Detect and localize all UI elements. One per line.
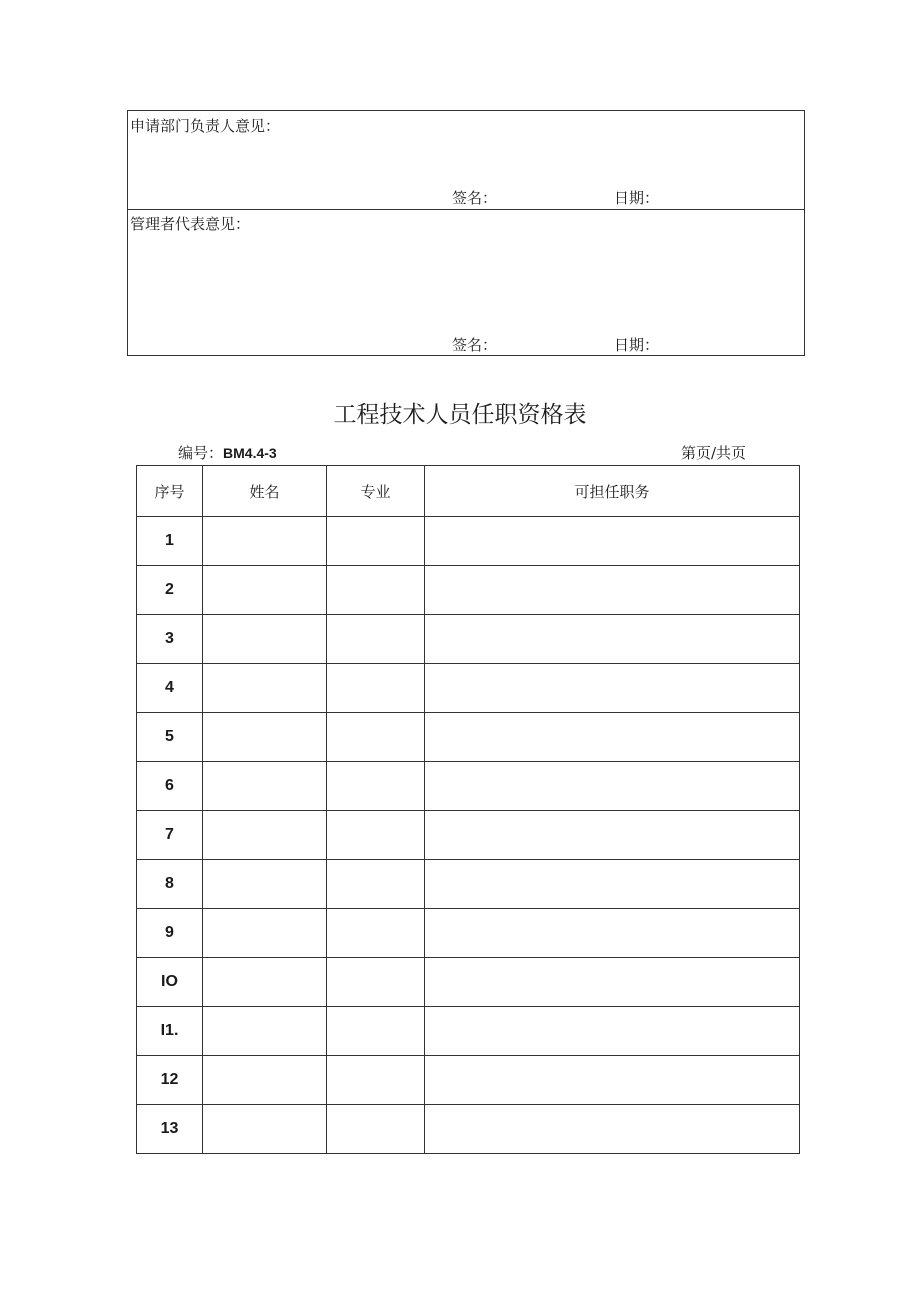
- major-cell[interactable]: [327, 762, 425, 811]
- name-cell[interactable]: [203, 1056, 327, 1105]
- table-row: [137, 762, 800, 811]
- name-cell[interactable]: [203, 909, 327, 958]
- position-cell[interactable]: [425, 517, 800, 566]
- form-title: 工程技术人员任职资格表: [333, 402, 587, 428]
- position-cell[interactable]: [425, 1007, 800, 1056]
- seq-cell: 4: [137, 664, 203, 713]
- major-cell[interactable]: [327, 615, 425, 664]
- table-row: [137, 860, 800, 909]
- major-cell[interactable]: [327, 713, 425, 762]
- header-seq: 序号: [137, 466, 203, 517]
- major-cell[interactable]: [327, 664, 425, 713]
- seq-cell: 1: [137, 517, 203, 566]
- name-cell[interactable]: [203, 762, 327, 811]
- position-cell[interactable]: [425, 615, 800, 664]
- name-cell[interactable]: [203, 958, 327, 1007]
- seq-cell: 13: [137, 1105, 203, 1154]
- dept-head-date-label: 日期：: [614, 189, 660, 207]
- page-info: 第页/共页: [681, 444, 747, 462]
- dept-head-opinion-label: 申请部门负责人意见：: [130, 117, 281, 135]
- major-cell[interactable]: [327, 1056, 425, 1105]
- mgmt-rep-date-label: 日期：: [614, 336, 660, 354]
- table-row: [137, 566, 800, 615]
- table-row: [137, 1007, 800, 1056]
- name-cell[interactable]: [203, 1007, 327, 1056]
- table-row: [137, 909, 800, 958]
- table-row: [137, 664, 800, 713]
- major-cell[interactable]: [327, 860, 425, 909]
- mgmt-rep-signature-label: 签名：: [452, 336, 498, 354]
- seq-cell: 2: [137, 566, 203, 615]
- position-cell[interactable]: [425, 860, 800, 909]
- major-cell[interactable]: [327, 517, 425, 566]
- dept-head-opinion-section: [128, 111, 804, 210]
- header-position: 可担任职务: [425, 466, 800, 517]
- header-name: 姓名: [203, 466, 327, 517]
- position-cell[interactable]: [425, 909, 800, 958]
- form-code: [178, 442, 277, 463]
- seq-cell: I1.: [137, 1007, 203, 1056]
- approval-opinions-box: [127, 110, 805, 356]
- name-cell[interactable]: [203, 713, 327, 762]
- seq-cell: 6: [137, 762, 203, 811]
- mgmt-rep-opinion-label: 管理者代表意见：: [130, 215, 251, 233]
- table-row: [137, 1056, 800, 1105]
- seq-cell: 5: [137, 713, 203, 762]
- table-header-row: [137, 466, 800, 517]
- name-cell[interactable]: [203, 566, 327, 615]
- name-cell[interactable]: [203, 811, 327, 860]
- table-row: [137, 811, 800, 860]
- table-row: [137, 958, 800, 1007]
- major-cell[interactable]: [327, 958, 425, 1007]
- position-cell[interactable]: [425, 811, 800, 860]
- position-cell[interactable]: [425, 958, 800, 1007]
- dept-head-signature-label: 签名：: [452, 189, 498, 207]
- staff-qualification-table: [136, 465, 800, 1154]
- major-cell[interactable]: [327, 566, 425, 615]
- table-row: [137, 615, 800, 664]
- position-cell[interactable]: [425, 713, 800, 762]
- seq-cell: 12: [137, 1056, 203, 1105]
- major-cell[interactable]: [327, 811, 425, 860]
- seq-cell: 8: [137, 860, 203, 909]
- header-major: 专业: [327, 466, 425, 517]
- major-cell[interactable]: [327, 1007, 425, 1056]
- seq-cell: 9: [137, 909, 203, 958]
- seq-cell: 7: [137, 811, 203, 860]
- major-cell[interactable]: [327, 1105, 425, 1154]
- name-cell[interactable]: [203, 615, 327, 664]
- major-cell[interactable]: [327, 909, 425, 958]
- name-cell[interactable]: [203, 860, 327, 909]
- form-code-label: 编号：: [178, 444, 224, 462]
- table-row: [137, 713, 800, 762]
- name-cell[interactable]: [203, 517, 327, 566]
- position-cell[interactable]: [425, 566, 800, 615]
- table-row: [137, 1105, 800, 1154]
- mgmt-rep-opinion-section: [128, 209, 804, 356]
- seq-cell: IO: [137, 958, 203, 1007]
- table-row: [137, 517, 800, 566]
- position-cell[interactable]: [425, 762, 800, 811]
- seq-cell: 3: [137, 615, 203, 664]
- position-cell[interactable]: [425, 664, 800, 713]
- name-cell[interactable]: [203, 664, 327, 713]
- position-cell[interactable]: [425, 1105, 800, 1154]
- position-cell[interactable]: [425, 1056, 800, 1105]
- name-cell[interactable]: [203, 1105, 327, 1154]
- form-code-value: BM4.4-3: [223, 445, 277, 461]
